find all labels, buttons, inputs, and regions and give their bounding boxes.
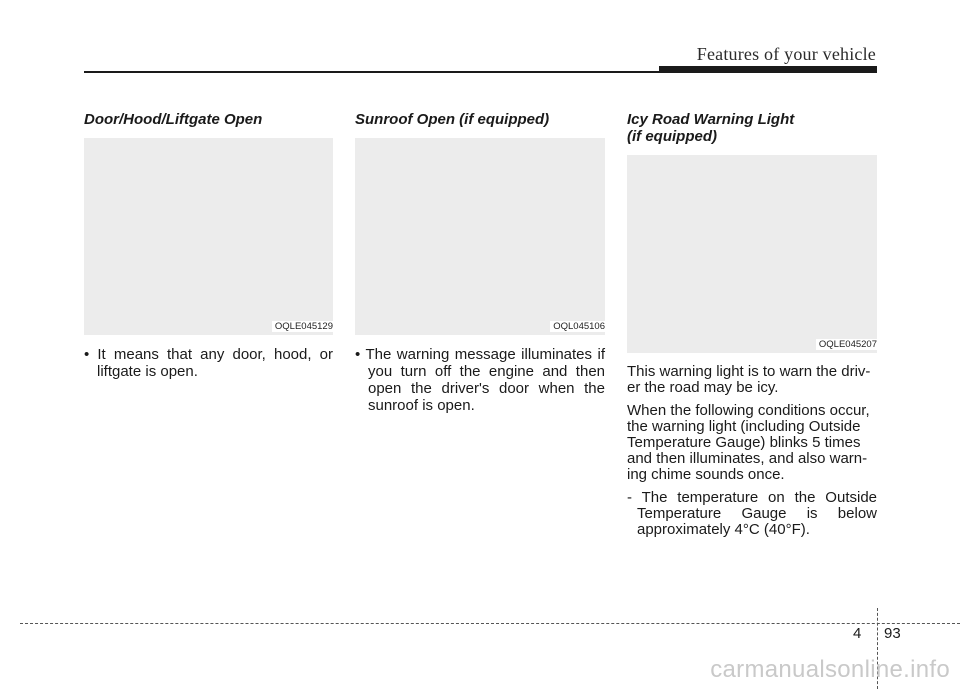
section-sunroof-open <box>355 111 605 414</box>
section-title <box>627 111 877 145</box>
bullet-text: • It means that any door, hood, or liftgate is open. <box>84 346 333 380</box>
footer-dashed-rule <box>20 623 960 624</box>
figure-code: OQLE045207 <box>816 339 877 350</box>
section-title-line-1: Icy Road Warning Light <box>627 111 795 128</box>
figure-door-hood-liftgate <box>84 138 333 335</box>
figure-code: OQLE045129 <box>272 321 333 332</box>
figure-code: OQL045106 <box>550 321 605 332</box>
page-header-title: Features of your vehicle <box>696 44 876 64</box>
page-number: 93 <box>884 625 901 642</box>
paragraph-conditions: When the following conditions occur, the warning light (including Outside Temperature Gauge) blinks 5 times and then illuminates, and also warn-ing chime sounds once. <box>627 402 870 483</box>
dash-list-item: - The temperature on the Outside Temperature Gauge is below approximately 4°C (40°F). <box>627 489 877 538</box>
watermark-text: carmanualsonline.info <box>710 656 950 683</box>
chapter-number: 4 <box>853 625 862 642</box>
bullet-text: • The warning message illuminates if you turn off the engine and then open the driver's door when the sunroof is open. <box>355 346 605 414</box>
section-title: Sunroof Open (if equipped) <box>355 111 550 128</box>
section-title: Door/Hood/Liftgate Open <box>84 111 263 128</box>
section-title-line-2: (if equipped) <box>627 128 717 145</box>
section-icy-road-warning <box>627 111 877 538</box>
section-door-hood-liftgate <box>84 111 333 380</box>
paragraph-intro: This warning light is to warn the driv-er the road may be icy. <box>627 363 871 396</box>
figure-sunroof-open <box>355 138 605 335</box>
figure-icy-road-warning <box>627 155 877 353</box>
header-rule-thick <box>659 66 877 73</box>
